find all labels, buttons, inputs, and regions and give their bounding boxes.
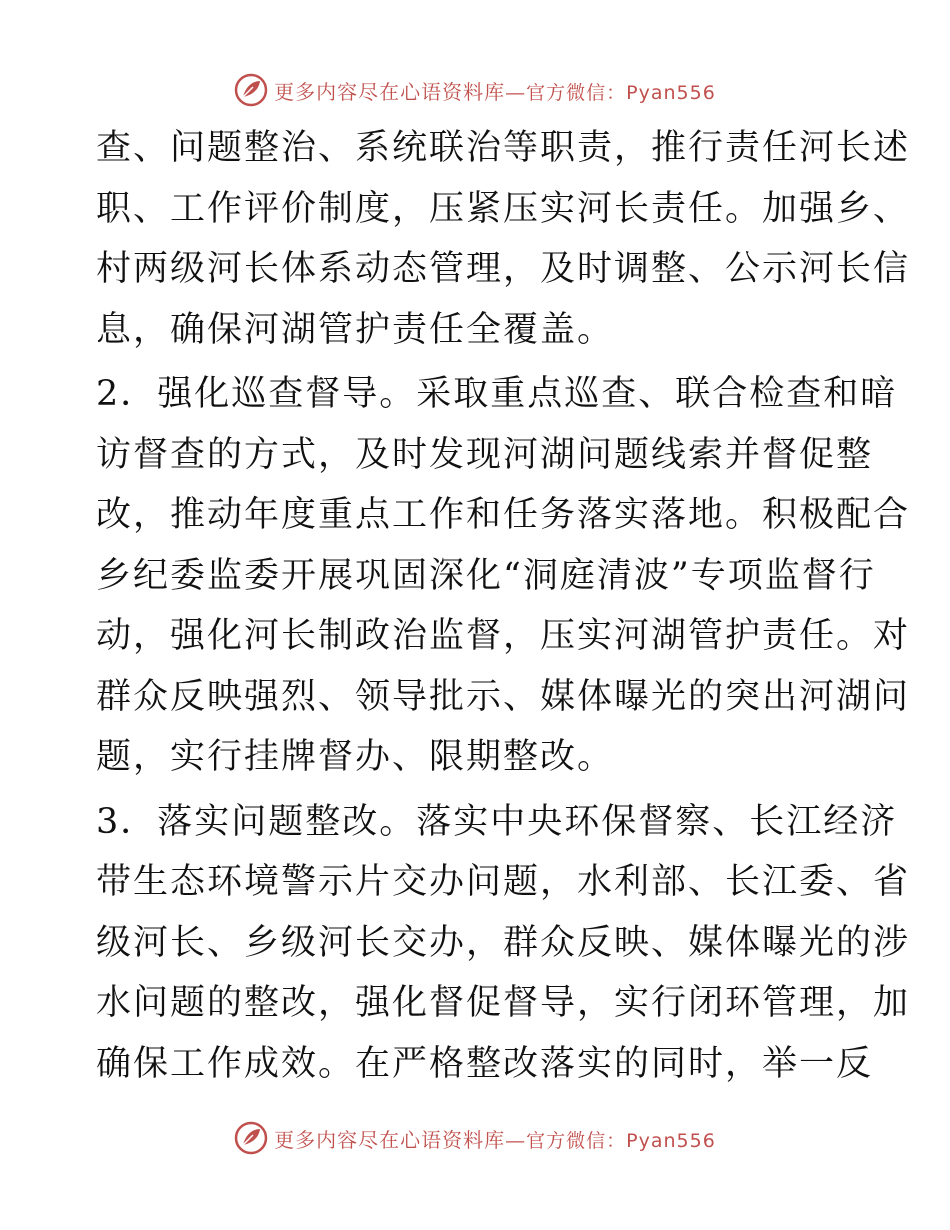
leaf-logo-icon: [234, 73, 268, 107]
text-line: 2．强化巡查督导。采取重点巡查、联合检查和暗: [96, 374, 898, 414]
wechat-id: 官方微信：Pyan556: [526, 1129, 716, 1152]
text-line: 职、工作评价制度，压紧压实河长责任。加强乡、: [96, 188, 911, 229]
text-line: 确保工作成效。在严格整改落实的同时，举一反: [96, 1043, 874, 1084]
paragraph-3: [96, 792, 911, 1095]
text-line: 查、问题整治、系统联治等职责，推行责任河长述: [96, 128, 911, 168]
text-line: 息，确保河湖管护责任全覆盖。: [96, 309, 615, 350]
brand-name: 更多内容尽在心语资料库: [274, 1127, 506, 1152]
text-line: 级河长、乡级河长交办，群众反映、媒体曝光的涉: [96, 922, 911, 963]
text-line: 群众反映强烈、领导批示、媒体曝光的突出河湖问: [96, 676, 911, 717]
text-line: 水问题的整改，强化督促督导，实行闭环管理，加: [96, 983, 911, 1023]
text-line: 访督查的方式，及时发现河湖问题线索并督促整: [96, 434, 874, 475]
document-body: [96, 118, 911, 1094]
text-line: 题，实行挂牌督办、限期整改。: [96, 737, 615, 777]
text-line: 3．落实问题整改。落实中央环保督察、长江经济: [96, 801, 898, 842]
footer-banner: [0, 1118, 950, 1158]
text-line: 带生态环境警示片交办问题，水利部、长江委、省: [96, 862, 911, 902]
text-line: 动，强化河长制政治监督，压实河湖管护责任。对: [96, 616, 911, 656]
wechat-id: 官方微信：Pyan556: [526, 81, 716, 104]
paragraph-2: [96, 364, 911, 788]
leaf-logo-icon: [234, 1121, 268, 1155]
text-line: 改，推动年度重点工作和任务落实落地。积极配合: [96, 495, 911, 535]
watermark-text: [274, 76, 716, 105]
watermark-text: [274, 1124, 716, 1153]
brand-separator: —: [505, 1127, 527, 1152]
brand-separator: —: [505, 79, 527, 104]
brand-name: 更多内容尽在心语资料库: [274, 79, 506, 104]
header-banner: [0, 70, 950, 110]
text-line: 村两级河长体系动态管理，及时调整、公示河长信: [96, 249, 911, 289]
paragraph-1: [96, 118, 911, 360]
text-line: 乡纪委监委开展巩固深化“洞庭清波”专项监督行: [96, 555, 876, 596]
